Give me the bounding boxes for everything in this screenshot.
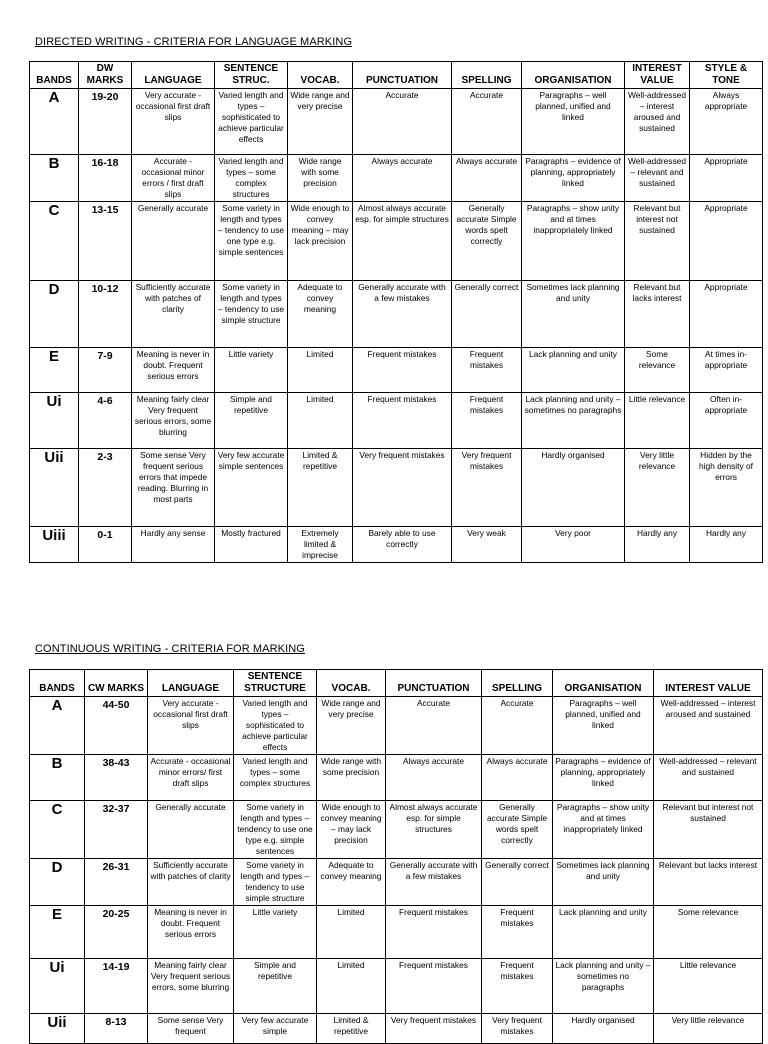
vocab-cell: Extremely limited & imprecise xyxy=(288,527,353,563)
band-cell: C xyxy=(30,202,79,281)
vocab-cell: Wide range and very precise xyxy=(317,697,386,755)
organisation-cell: Paragraphs – well planned, unified and linked xyxy=(553,697,654,755)
vocab-cell: Wide enough to convey meaning – may lack precision xyxy=(317,801,386,859)
band-cell: D xyxy=(30,859,85,906)
header-punctuation: PUNCTUATION xyxy=(353,62,452,89)
marks-cell: 4-6 xyxy=(79,393,132,449)
punctuation-cell: Frequent mistakes xyxy=(353,393,452,449)
interest-value-cell: Relevant but lacks interest xyxy=(654,859,763,906)
interest-value-cell: Well-addressed – interest aroused and sustained xyxy=(625,89,690,155)
band-cell: E xyxy=(30,906,85,959)
vocab-cell: Wide range and very precise xyxy=(288,89,353,155)
table-row xyxy=(30,959,763,1014)
style-tone-cell: Always appropriate xyxy=(690,89,763,155)
language-cell: Sufficiently accurate with patches of clarity xyxy=(148,859,234,906)
punctuation-cell: Almost always accurate esp. for simple structures xyxy=(353,202,452,281)
header-sentence: SENTENCE STRUC. xyxy=(215,62,288,89)
style-tone-cell: Appropriate xyxy=(690,281,763,348)
directed-writing-table xyxy=(29,61,763,563)
language-cell: Meaning fairly clear Very frequent serious errors, some blurring xyxy=(132,393,215,449)
header-style: STYLE & TONE xyxy=(690,62,763,89)
table-row xyxy=(30,801,763,859)
spelling-cell: Very frequent mistakes xyxy=(452,449,522,527)
organisation-cell: Hardly organised xyxy=(522,449,625,527)
language-cell: Some sense Very frequent serious errors that impede reading. Blurring in most parts xyxy=(132,449,215,527)
vocab-cell: Limited & repetitive xyxy=(317,1014,386,1044)
punctuation-cell: Frequent mistakes xyxy=(386,906,482,959)
continuous-writing-title: CONTINUOUS WRITING - CRITERIA FOR MARKING xyxy=(35,643,305,655)
table-row xyxy=(30,89,763,155)
interest-value-cell: Well-addressed – interest aroused and sustained xyxy=(654,697,763,755)
vocab-cell: Limited xyxy=(317,906,386,959)
header-interest: INTEREST VALUE xyxy=(654,670,763,697)
spelling-cell: Generally correct xyxy=(452,281,522,348)
vocab-cell: Wide range with some precision xyxy=(317,755,386,801)
marks-cell: 10-12 xyxy=(79,281,132,348)
punctuation-cell: Always accurate xyxy=(386,755,482,801)
sentence-structure-cell: Some variety in length and types – tendency to use one type e.g. simple sentences xyxy=(215,202,288,281)
sentence-structure-cell: Very few accurate simple sentences xyxy=(215,449,288,527)
interest-value-cell: Little relevance xyxy=(625,393,690,449)
language-cell: Generally accurate xyxy=(132,202,215,281)
band-cell: Ui xyxy=(30,959,85,1014)
header-organisation: ORGANISATION xyxy=(522,62,625,89)
marks-cell: 8-13 xyxy=(85,1014,148,1044)
organisation-cell: Paragraphs – evidence of planning, appropriately linked xyxy=(522,155,625,202)
interest-value-cell: Relevant but interest not sustained xyxy=(625,202,690,281)
table-row xyxy=(30,527,763,563)
interest-value-cell: Well-addressed – relevant and sustained xyxy=(625,155,690,202)
table-row xyxy=(30,755,763,801)
marks-cell: 0-1 xyxy=(79,527,132,563)
interest-value-cell: Some relevance xyxy=(654,906,763,959)
language-cell: Accurate - occasional minor errors/ first draft slips xyxy=(148,755,234,801)
vocab-cell: Limited xyxy=(288,393,353,449)
sentence-structure-cell: Varied length and types – sophisticated to achieve particular effects xyxy=(234,697,317,755)
header-bands: BANDS xyxy=(30,62,79,89)
marks-cell: 20-25 xyxy=(85,906,148,959)
table-header-row xyxy=(30,670,763,697)
interest-value-cell: Well-addressed – relevant and sustained xyxy=(654,755,763,801)
vocab-cell: Limited & repetitive xyxy=(288,449,353,527)
language-cell: Very accurate - occasional first draft slips xyxy=(132,89,215,155)
organisation-cell: Lack planning and unity xyxy=(522,348,625,393)
spelling-cell: Frequent mistakes xyxy=(482,906,553,959)
style-tone-cell: Hidden by the high density of errors xyxy=(690,449,763,527)
spelling-cell: Frequent mistakes xyxy=(452,348,522,393)
spelling-cell: Frequent mistakes xyxy=(482,959,553,1014)
marks-cell: 2-3 xyxy=(79,449,132,527)
organisation-cell: Lack planning and unity – sometimes no paragraphs xyxy=(522,393,625,449)
punctuation-cell: Generally accurate with a few mistakes xyxy=(386,859,482,906)
punctuation-cell: Accurate xyxy=(353,89,452,155)
sentence-structure-cell: Little variety xyxy=(234,906,317,959)
spelling-cell: Always accurate xyxy=(482,755,553,801)
organisation-cell: Paragraphs – well planned, unified and linked xyxy=(522,89,625,155)
organisation-cell: Paragraphs – evidence of planning, appropriately linked xyxy=(553,755,654,801)
punctuation-cell: Frequent mistakes xyxy=(353,348,452,393)
table-row xyxy=(30,697,763,755)
marks-cell: 19-20 xyxy=(79,89,132,155)
header-vocab: VOCAB. xyxy=(317,670,386,697)
band-cell: A xyxy=(30,89,79,155)
interest-value-cell: Very little relevance xyxy=(654,1014,763,1044)
vocab-cell: Adequate to convey meaning xyxy=(317,859,386,906)
punctuation-cell: Always accurate xyxy=(353,155,452,202)
punctuation-cell: Barely able to use correctly xyxy=(353,527,452,563)
header-sentence: SENTENCE STRUCTURE xyxy=(234,670,317,697)
marks-cell: 32-37 xyxy=(85,801,148,859)
marks-cell: 38-43 xyxy=(85,755,148,801)
organisation-cell: Sometimes lack planning and unity xyxy=(522,281,625,348)
table-row xyxy=(30,449,763,527)
style-tone-cell: Hardly any xyxy=(690,527,763,563)
language-cell: Meaning is never in doubt. Frequent serious errors xyxy=(132,348,215,393)
sentence-structure-cell: Some variety in length and types – tendency to use simple structure xyxy=(234,859,317,906)
organisation-cell: Paragraphs – show unity and at times inappropriately linked xyxy=(522,202,625,281)
vocab-cell: Wide enough to convey meaning – may lack precision xyxy=(288,202,353,281)
band-cell: A xyxy=(30,697,85,755)
style-tone-cell: At times in-appropriate xyxy=(690,348,763,393)
organisation-cell: Lack planning and unity xyxy=(553,906,654,959)
punctuation-cell: Frequent mistakes xyxy=(386,959,482,1014)
header-punctuation: PUNCTUATION xyxy=(386,670,482,697)
language-cell: Accurate - occasional minor errors / first draft slips xyxy=(132,155,215,202)
marks-cell: 44-50 xyxy=(85,697,148,755)
header-language: LANGUAGE xyxy=(132,62,215,89)
sentence-structure-cell: Simple and repetitive xyxy=(234,959,317,1014)
band-cell: D xyxy=(30,281,79,348)
punctuation-cell: Very frequent mistakes xyxy=(353,449,452,527)
header-marks: DW MARKS xyxy=(79,62,132,89)
band-cell: Uii xyxy=(30,449,79,527)
sentence-structure-cell: Simple and repetitive xyxy=(215,393,288,449)
header-marks: CW MARKS xyxy=(85,670,148,697)
table-row xyxy=(30,281,763,348)
header-spelling: SPELLING xyxy=(452,62,522,89)
language-cell: Very accurate - occasional first draft slips xyxy=(148,697,234,755)
table-row xyxy=(30,906,763,959)
organisation-cell: Very poor xyxy=(522,527,625,563)
table-row xyxy=(30,1014,763,1044)
sentence-structure-cell: Little variety xyxy=(215,348,288,393)
sentence-structure-cell: Mostly fractured xyxy=(215,527,288,563)
table-row xyxy=(30,202,763,281)
table-row xyxy=(30,393,763,449)
header-organisation: ORGANISATION xyxy=(553,670,654,697)
language-cell: Sufficiently accurate with patches of clarity xyxy=(132,281,215,348)
organisation-cell: Lack planning and unity – sometimes no paragraphs xyxy=(553,959,654,1014)
interest-value-cell: Hardly any xyxy=(625,527,690,563)
sentence-structure-cell: Varied length and types – some complex structures xyxy=(215,155,288,202)
interest-value-cell: Relevant but interest not sustained xyxy=(654,801,763,859)
marks-cell: 7-9 xyxy=(79,348,132,393)
spelling-cell: Very weak xyxy=(452,527,522,563)
header-language: LANGUAGE xyxy=(148,670,234,697)
language-cell: Hardly any sense xyxy=(132,527,215,563)
directed-writing-title: DIRECTED WRITING - CRITERIA FOR LANGUAGE MARKING xyxy=(35,36,353,48)
language-cell: Meaning is never in doubt. Frequent serious errors xyxy=(148,906,234,959)
band-cell: B xyxy=(30,155,79,202)
organisation-cell: Paragraphs – show unity and at times inappropriately linked xyxy=(553,801,654,859)
spelling-cell: Generally correct xyxy=(482,859,553,906)
vocab-cell: Wide range with some precision xyxy=(288,155,353,202)
header-bands: BANDS xyxy=(30,670,85,697)
band-cell: Uiii xyxy=(30,527,79,563)
spelling-cell: Generally accurate Simple words spelt correctly xyxy=(452,202,522,281)
style-tone-cell: Appropriate xyxy=(690,202,763,281)
spelling-cell: Always accurate xyxy=(452,155,522,202)
vocab-cell: Limited xyxy=(288,348,353,393)
sentence-structure-cell: Varied length and types – some complex structures xyxy=(234,755,317,801)
band-cell: Ui xyxy=(30,393,79,449)
band-cell: B xyxy=(30,755,85,801)
table-row xyxy=(30,348,763,393)
vocab-cell: Limited xyxy=(317,959,386,1014)
interest-value-cell: Some relevance xyxy=(625,348,690,393)
punctuation-cell: Very frequent mistakes xyxy=(386,1014,482,1044)
marks-cell: 14-19 xyxy=(85,959,148,1014)
header-vocab: VOCAB. xyxy=(288,62,353,89)
sentence-structure-cell: Some variety in length and types – tendency to use simple structure xyxy=(215,281,288,348)
organisation-cell: Hardly organised xyxy=(553,1014,654,1044)
sentence-structure-cell: Some variety in length and types – tendency to use one type e.g. simple sentences xyxy=(234,801,317,859)
vocab-cell: Adequate to convey meaning xyxy=(288,281,353,348)
interest-value-cell: Relevant but lacks interest xyxy=(625,281,690,348)
style-tone-cell: Appropriate xyxy=(690,155,763,202)
language-cell: Generally accurate xyxy=(148,801,234,859)
spelling-cell: Generally accurate Simple words spelt correctly xyxy=(482,801,553,859)
band-cell: E xyxy=(30,348,79,393)
table-row xyxy=(30,859,763,906)
spelling-cell: Accurate xyxy=(482,697,553,755)
language-cell: Some sense Very frequent xyxy=(148,1014,234,1044)
language-cell: Meaning fairly clear Very frequent serious errors, some blurring xyxy=(148,959,234,1014)
punctuation-cell: Accurate xyxy=(386,697,482,755)
band-cell: Uii xyxy=(30,1014,85,1044)
style-tone-cell: Often in-appropriate xyxy=(690,393,763,449)
interest-value-cell: Very little relevance xyxy=(625,449,690,527)
header-spelling: SPELLING xyxy=(482,670,553,697)
band-cell: C xyxy=(30,801,85,859)
spelling-cell: Very frequent mistakes xyxy=(482,1014,553,1044)
sentence-structure-cell: Varied length and types – sophisticated to achieve particular effects xyxy=(215,89,288,155)
spelling-cell: Frequent mistakes xyxy=(452,393,522,449)
spelling-cell: Accurate xyxy=(452,89,522,155)
marks-cell: 26-31 xyxy=(85,859,148,906)
interest-value-cell: Little relevance xyxy=(654,959,763,1014)
table-row xyxy=(30,155,763,202)
sentence-structure-cell: Very few accurate simple xyxy=(234,1014,317,1044)
continuous-writing-table xyxy=(29,669,763,1044)
marks-cell: 16-18 xyxy=(79,155,132,202)
punctuation-cell: Generally accurate with a few mistakes xyxy=(353,281,452,348)
organisation-cell: Sometimes lack planning and unity xyxy=(553,859,654,906)
punctuation-cell: Almost always accurate esp. for simple structures xyxy=(386,801,482,859)
table-header-row xyxy=(30,62,763,89)
marks-cell: 13-15 xyxy=(79,202,132,281)
header-interest: INTEREST VALUE xyxy=(625,62,690,89)
